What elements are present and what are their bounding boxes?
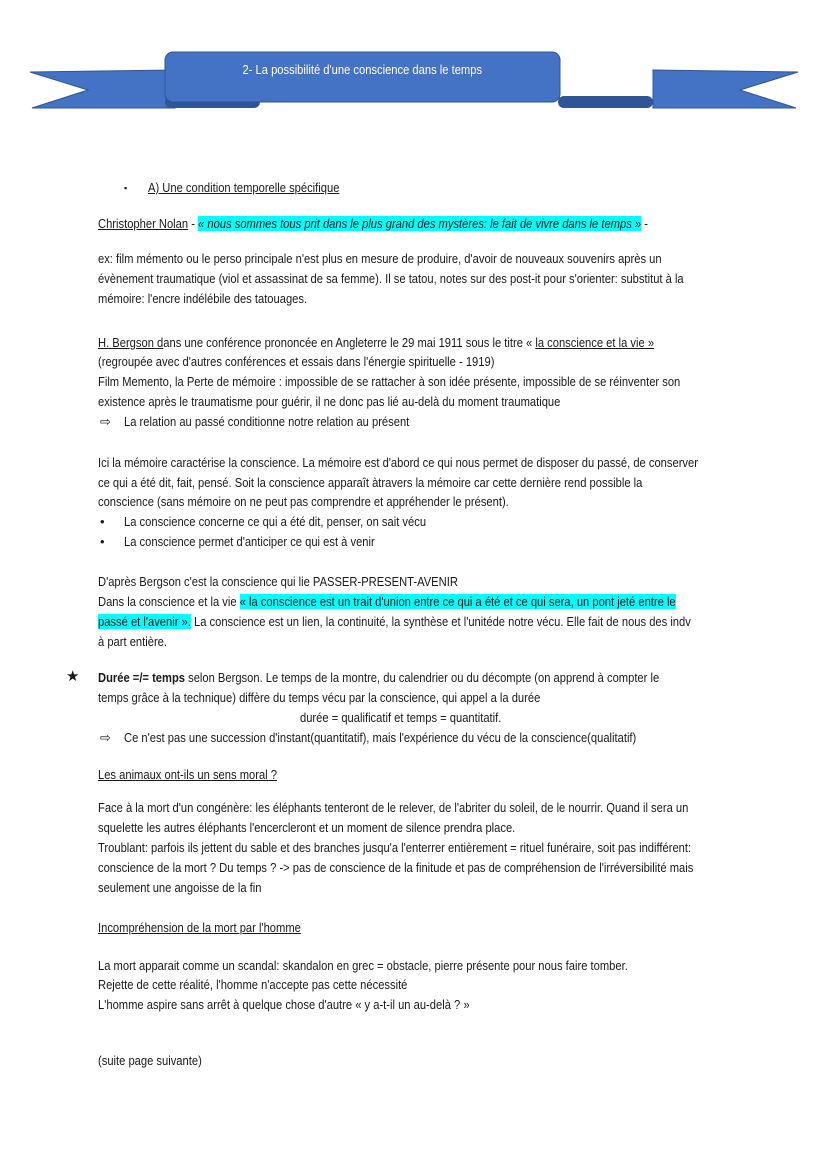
author-name: Christopher Nolan <box>98 216 189 231</box>
paragraph-line: ex: film mémento ou le perso principale n'est plus en mesure de produire, d'avoir de nouveaux souvenirs après un <box>98 251 662 266</box>
arrow-right-icon: ⇨ <box>100 730 111 745</box>
paragraph-line: L'homme aspire sans arrêt à quelque chose d'autre « y a-t-il un au-delà ? » <box>98 997 470 1012</box>
square-bullet-icon: ▪ <box>124 183 128 193</box>
author-name: H. Bergson d <box>98 335 164 350</box>
paragraph-line: Ici la mémoire caractérise la conscience. La mémoire est d'abord ce qui nous permet de disposer du passé, de conserver <box>98 455 698 470</box>
paragraph-line: ce qui a été dit, fait, pensé. Soit la conscience apparaît àtravers la mémoire car cette dernière rend possible la <box>98 475 643 490</box>
text: La conscience est un lien, la continuité, la synthèse et l'unitéde notre vécu. Elle fait de nous des indv <box>190 614 691 629</box>
separator: - <box>188 216 199 231</box>
subheading: Les animaux ont-ils un sens moral ? <box>98 767 277 782</box>
paragraph-line: Film Memento, la Perte de mémoire : impossible de se rattacher à son idée présente, impossible de se réinventer son <box>98 374 681 389</box>
bullet-icon: • <box>100 534 105 549</box>
paragraph-line: conscience de la mort ? Du temps ? -> pas de conscience de la finitude et pas de compréhension de l'irréversibilité mais <box>98 860 694 875</box>
paragraph-line: La mort apparait comme un scandal: skandalon en grec = obstacle, pierre présente pour nous faire tomber. <box>98 958 628 973</box>
text: Dans la conscience et la vie <box>98 594 240 609</box>
paragraph-line <box>98 614 691 630</box>
star-icon: ★ <box>66 668 80 685</box>
highlighted-quote: passé et l'avenir ». <box>98 614 191 629</box>
banner-title-text: 2- La possibilité d'une conscience dans le temps <box>242 62 483 77</box>
subheading: Incompréhension de la mort par l'homme <box>98 920 301 935</box>
paragraph-line: temps grâce à la technique) diffère du temps vécu par la conscience, qui appel a la durée <box>98 690 541 705</box>
paragraph-line: Troublant: parfois ils jettent du sable et des branches jusqu'a l'enterrer entièrement = rituel funéraire, soit pas indifférent: <box>98 840 692 855</box>
paragraph-line: squelette les autres éléphants l'encercleront et un moment de silence prendra place. <box>98 820 516 835</box>
paragraph-line: évènement traumatique (viol et assassinat de sa femme). Il se tatou, notes sur des post-it pour s'orienter: substitut à la <box>98 271 684 286</box>
separator: - <box>641 216 648 231</box>
bullet-item: La conscience permet d'anticiper ce qui est à venir <box>124 534 375 549</box>
text: ans une conférence prononcée en Angleterre le 29 mai 1911 sous le titre « <box>163 335 536 350</box>
nolan-quote-line <box>98 216 648 232</box>
text: selon Bergson. Le temps de la montre, du calendrier ou du décompte (on apprend à compter le <box>184 670 660 685</box>
arrow-right-icon: ⇨ <box>100 414 111 429</box>
paragraph-line: mémoire: l'encre indélébile des tatouages. <box>98 291 308 306</box>
bullet-item: La conscience concerne ce qui a été dit, penser, on sait vécu <box>124 514 427 529</box>
paragraph-line <box>98 670 659 686</box>
paragraph-line: existence après le traumatisme pour guérir, il ne donc pas lié au-delà du moment traumatique <box>98 394 561 409</box>
highlighted-quote: « nous sommes tous prit dans le plus grand des mystères: le fait de vivre dans le temps » <box>198 216 642 231</box>
conclusion-line: La relation au passé conditionne notre relation au présent <box>124 414 410 429</box>
conclusion-line: Ce n'est pas une succession d'instant(quantitatif), mais l'expérience du vécu de la conscience(qualitatif) <box>124 730 637 745</box>
bold-term: Durée =/= temps <box>98 670 185 685</box>
section-heading: A) Une condition temporelle spécifique <box>148 180 340 195</box>
paragraph-line: Rejette de cette réalité, l'homme n'accepte pas cette nécessité <box>98 977 408 992</box>
work-title: la conscience et la vie » <box>535 335 655 350</box>
bergson-intro-line <box>98 335 654 351</box>
paragraph-line: conscience (sans mémoire on ne peut pas comprendre et appréhender le présent). <box>98 494 509 509</box>
formula-line: durée = qualificatif et temps = quantitatif. <box>300 710 502 725</box>
paragraph-line: à part entière. <box>98 634 167 649</box>
continued-note: (suite page suivante) <box>98 1053 202 1068</box>
paragraph-line <box>98 594 676 610</box>
banner-title <box>165 62 560 77</box>
paragraph-line: (regroupée avec d'autres conférences et essais dans l'énergie spirituelle - 1919) <box>98 354 495 369</box>
paragraph-line: D'après Bergson c'est la conscience qui lie PASSER-PRESENT-AVENIR <box>98 574 458 589</box>
paragraph-line: Face à la mort d'un congénère: les éléphants tenteront de le relever, de l'abriter du soleil, de le nourrir. Quand il sera un <box>98 800 689 815</box>
bullet-icon: • <box>100 514 105 529</box>
highlighted-quote: « la conscience est un trait d'union entre ce qui a été et ce qui sera, un pont jeté entre le <box>239 594 676 609</box>
paragraph-line: seulement une angoisse de la fin <box>98 880 262 895</box>
